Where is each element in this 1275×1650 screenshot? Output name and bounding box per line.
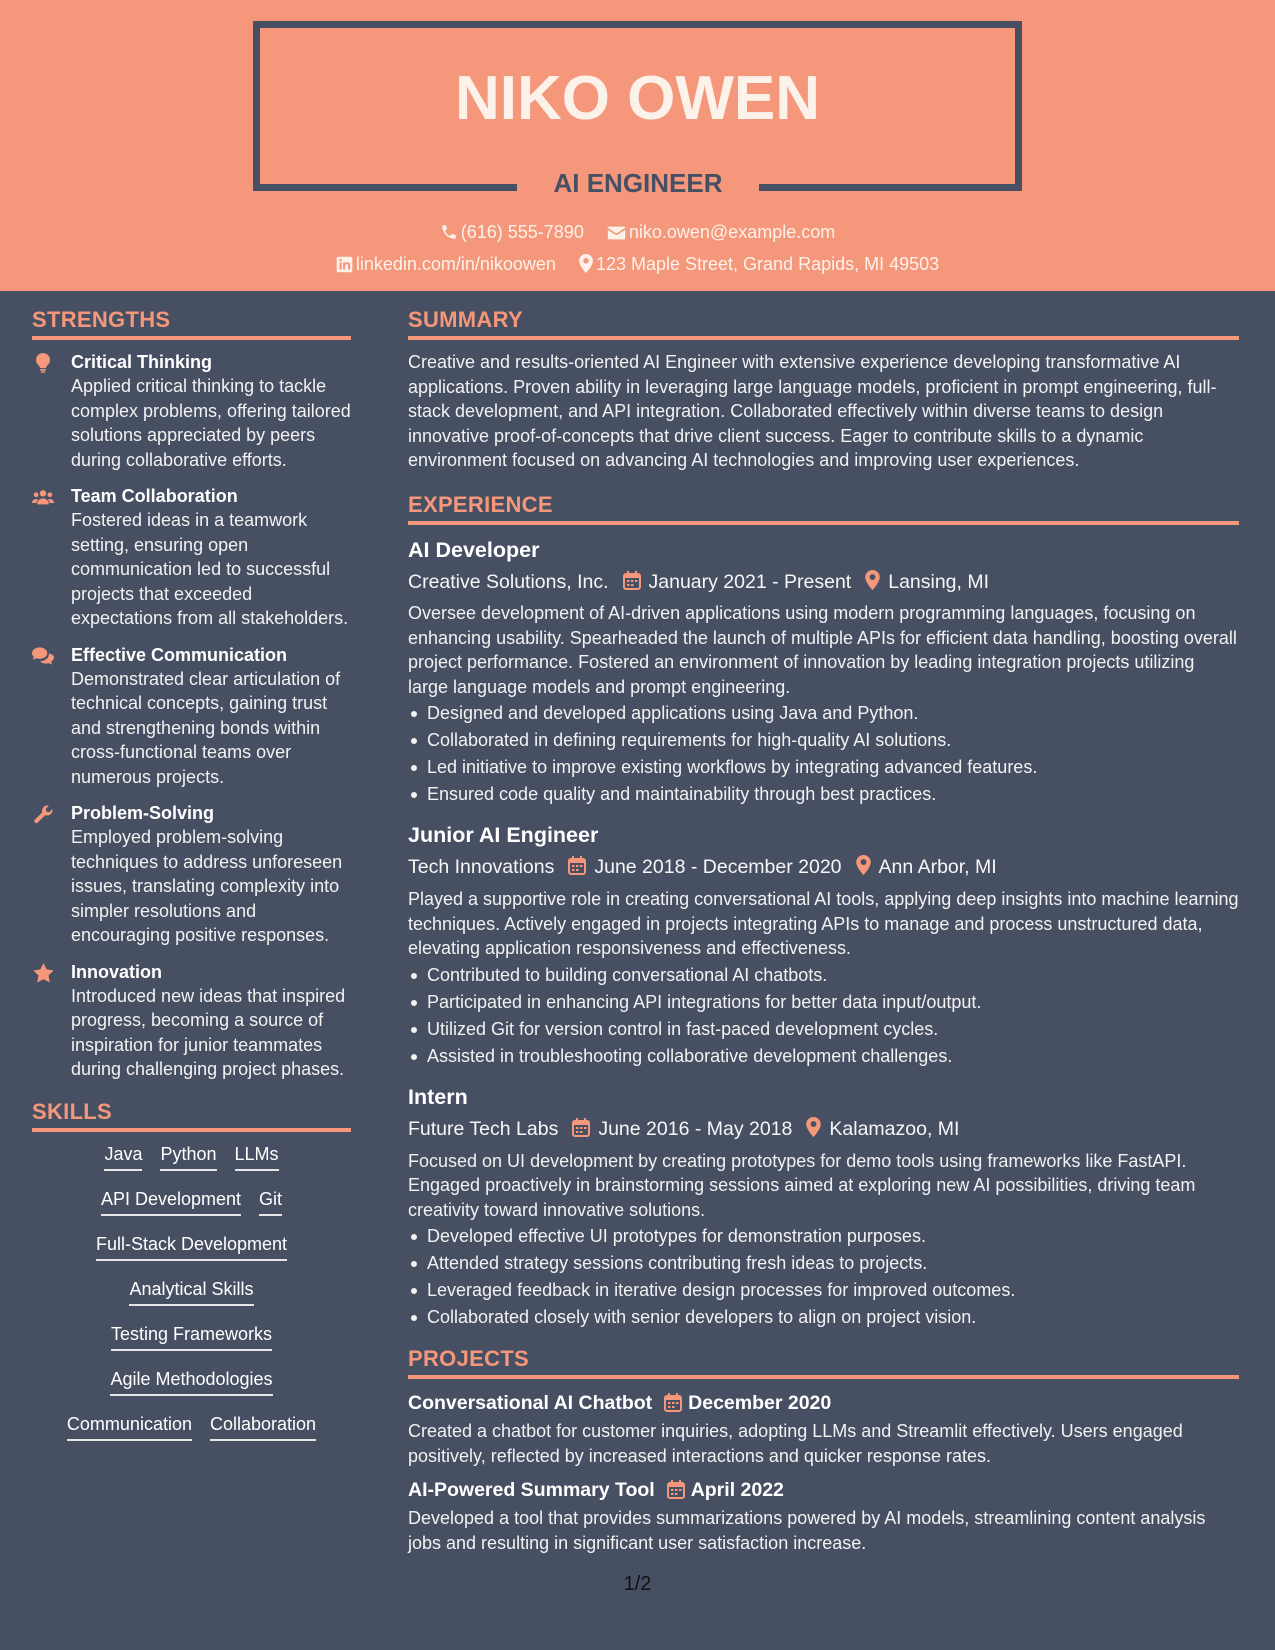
skill-tag: Java (104, 1142, 142, 1171)
contact-row-1 (0, 220, 1275, 244)
skill-tag: API Development (101, 1187, 241, 1216)
email-contact[interactable] (607, 220, 835, 244)
page-number: 1/2 (623, 1573, 652, 1595)
calendar-icon (664, 1393, 682, 1412)
map-pin-icon (856, 855, 871, 875)
job-location: Ann Arbor, MI (878, 856, 997, 879)
bullet-item: Participated in enhancing API integrations for better data input/output. (408, 989, 1239, 1016)
job-location: Lansing, MI (888, 570, 990, 593)
left-column (32, 304, 351, 1457)
skill-tag: Testing Frameworks (111, 1322, 272, 1351)
experience-heading: EXPERIENCE (408, 489, 1239, 525)
bullet-item: Assisted in troubleshooting collaborative development challenges. (408, 1043, 1239, 1070)
bullet-item: Developed effective UI prototypes for demonstration purposes. (408, 1223, 1239, 1250)
email-text: niko.owen@example.com (628, 222, 836, 242)
job-title: Junior AI Engineer (408, 823, 599, 848)
lightbulb-icon (32, 352, 54, 374)
strength-item (32, 643, 351, 790)
linkedin-text: linkedin.com/in/nikoowen (355, 254, 556, 274)
strength-item (32, 484, 351, 631)
skill-tag: LLMs (235, 1142, 279, 1171)
strengths-heading: STRENGTHS (32, 304, 351, 340)
job-title: Intern (408, 1084, 468, 1109)
star-icon (32, 962, 54, 984)
strength-description: Introduced new ideas that inspired progress, becoming a source of inspiration for junior teammates during challenging project phases. (71, 985, 346, 1079)
job-title: AI Developer (408, 537, 540, 562)
skill-tag: Analytical Skills (129, 1277, 253, 1306)
phone-text: (616) 555-7890 (460, 222, 584, 242)
calendar-icon (623, 571, 641, 590)
project-description: Created a chatbot for customer inquiries, adopting LLMs and Streamlit effectively. Users engaged positively, reflected by increased interactions and quicker response rates. (408, 1421, 1183, 1466)
skill-row (32, 1367, 351, 1412)
project-title: Conversational AI Chatbot (408, 1392, 653, 1415)
job-entry (408, 535, 1239, 809)
skill-row (32, 1142, 351, 1187)
skill-tag: Communication (67, 1412, 192, 1441)
skill-row (32, 1277, 351, 1322)
project-description: Developed a tool that provides summarizations powered by AI models, streamlining content analysis jobs and resulting in significant user satisfaction increase. (408, 1508, 1206, 1553)
skill-row (32, 1322, 351, 1367)
linkedin-contact[interactable] (336, 252, 556, 276)
job-dates: June 2016 - May 2018 (598, 1117, 793, 1140)
job-entry (408, 820, 1239, 1069)
bullet-item: Utilized Git for version control in fast-paced development cycles. (408, 1016, 1239, 1043)
job-entry (408, 1082, 1239, 1331)
phone-contact[interactable] (440, 220, 584, 244)
bullet-item: Collaborated in defining requirements for high-quality AI solutions. (408, 727, 1239, 754)
strength-title: Innovation (71, 961, 162, 982)
strength-item (32, 960, 351, 1082)
wrench-icon (32, 803, 54, 825)
linkedin-icon (336, 256, 353, 273)
bullet-item: Attended strategy sessions contributing fresh ideas to projects. (408, 1250, 1239, 1277)
strength-item (32, 350, 351, 472)
address-text: 123 Maple Street, Grand Rapids, MI 49503 (595, 254, 940, 274)
calendar-icon (572, 1118, 590, 1137)
job-bullets (408, 700, 1239, 808)
map-pin-icon (806, 1117, 821, 1137)
job-description: Focused on UI development by creating prototypes for demo tools using frameworks like FastAPI. Engaged proactively in brainstorming sessions aimed at exploring new AI possibilities, driving team creativity toward innovative solutions. (408, 1150, 1196, 1220)
projects-heading: PROJECTS (408, 1343, 1239, 1379)
summary-heading: SUMMARY (408, 304, 1239, 340)
job-company: Tech Innovations (408, 856, 555, 879)
map-pin-icon (579, 254, 593, 273)
job-meta (408, 852, 1239, 881)
candidate-title: AI ENGINEER (553, 168, 723, 198)
job-location: Kalamazoo, MI (829, 1117, 960, 1140)
strength-description: Demonstrated clear articulation of technical concepts, gaining trust and strengthening bonds within cross-functional teams over numerous projects. (71, 668, 341, 787)
job-dates: January 2021 - Present (648, 570, 852, 593)
strength-title: Effective Communication (71, 644, 288, 665)
skill-tag: Full-Stack Development (96, 1232, 287, 1261)
candidate-name: NIKO OWEN (454, 64, 821, 133)
resume-header (0, 0, 1275, 291)
skills-heading: SKILLS (32, 1096, 351, 1132)
bullet-item: Designed and developed applications using Java and Python. (408, 700, 1239, 727)
project-entry (408, 1389, 1239, 1468)
job-bullets (408, 962, 1239, 1070)
strength-description: Applied critical thinking to tackle complex problems, offering tailored solutions appreciated by peers during collaborative efforts. (71, 376, 351, 470)
skill-row (32, 1232, 351, 1277)
bullet-item: Leveraged feedback in iterative design processes for improved outcomes. (408, 1277, 1239, 1304)
calendar-icon (568, 856, 586, 875)
job-company: Creative Solutions, Inc. (408, 570, 609, 593)
job-meta (408, 1114, 1239, 1143)
strength-title: Team Collaboration (71, 486, 238, 506)
skill-row (32, 1187, 351, 1232)
bullet-item: Contributed to building conversational AI chatbots. (408, 962, 1239, 989)
job-company: Future Tech Labs (408, 1117, 559, 1140)
strength-description: Employed problem-solving techniques to address unforeseen issues, translating complexity into simpler resolutions and encouraging positive responses. (71, 827, 343, 945)
skill-tag: Collaboration (210, 1412, 316, 1441)
skill-tag: Agile Methodologies (110, 1367, 272, 1396)
strength-description: Fostered ideas in a teamwork setting, ensuring open communication led to successful projects that exceeded expectations from all stakeholders. (71, 510, 349, 628)
job-description: Oversee development of AI-driven applications using modern programming languages, focusing on enhancing usability. Spearheaded the launch of multiple APIs for efficient data handling, boosting overall project performance. Fostered an environment of innovation by leading integration projects utilizing large language models and prompt engineering. (408, 603, 1237, 697)
project-title: AI-Powered Summary Tool (408, 1479, 655, 1502)
strength-item (32, 801, 351, 948)
project-date: December 2020 (688, 1392, 832, 1415)
right-column (408, 304, 1239, 1563)
project-header (408, 1476, 1239, 1504)
skill-row (32, 1412, 351, 1457)
map-pin-icon (865, 570, 880, 590)
skill-tag: Git (259, 1187, 282, 1216)
address-contact (579, 252, 939, 276)
bullet-item: Led initiative to improve existing workflows by integrating advanced features. (408, 754, 1239, 781)
summary-text: Creative and results-oriented AI Engineer with extensive experience developing transformative AI applications. Proven ability in leveraging large language models, proficient in prompt engineering, full-stack development, and API integration. Collaborated effectively within diverse teams to design innovative proof-of-concepts that drive client success. Eager to contribute skills to a dynamic environment focused on advancing AI technologies and improving user experiences. (408, 352, 1217, 470)
envelope-icon (607, 225, 626, 241)
job-dates: June 2018 - December 2020 (594, 856, 842, 879)
skills-list (32, 1142, 351, 1457)
job-description: Played a supportive role in creating conversational AI tools, applying deep insights into machine learning techniques. Actively engaged in projects integrating APIs to manage and process unstructured data, elevating application responsiveness and effectiveness. (408, 889, 1239, 959)
project-entry (408, 1476, 1239, 1555)
chat-bubbles-icon (32, 645, 54, 667)
job-meta (408, 567, 1239, 596)
skill-tag: Python (160, 1142, 216, 1171)
calendar-icon (667, 1480, 685, 1499)
project-header (408, 1389, 1239, 1417)
project-date: April 2022 (690, 1479, 784, 1502)
people-icon (32, 486, 54, 508)
phone-icon (440, 223, 458, 241)
bullet-item: Collaborated closely with senior developers to align on project vision. (408, 1304, 1239, 1331)
job-bullets (408, 1223, 1239, 1331)
contact-row-2 (0, 252, 1275, 276)
strength-title: Problem-Solving (71, 803, 215, 823)
strength-title: Critical Thinking (71, 352, 213, 372)
bullet-item: Ensured code quality and maintainability through best practices. (408, 781, 1239, 808)
